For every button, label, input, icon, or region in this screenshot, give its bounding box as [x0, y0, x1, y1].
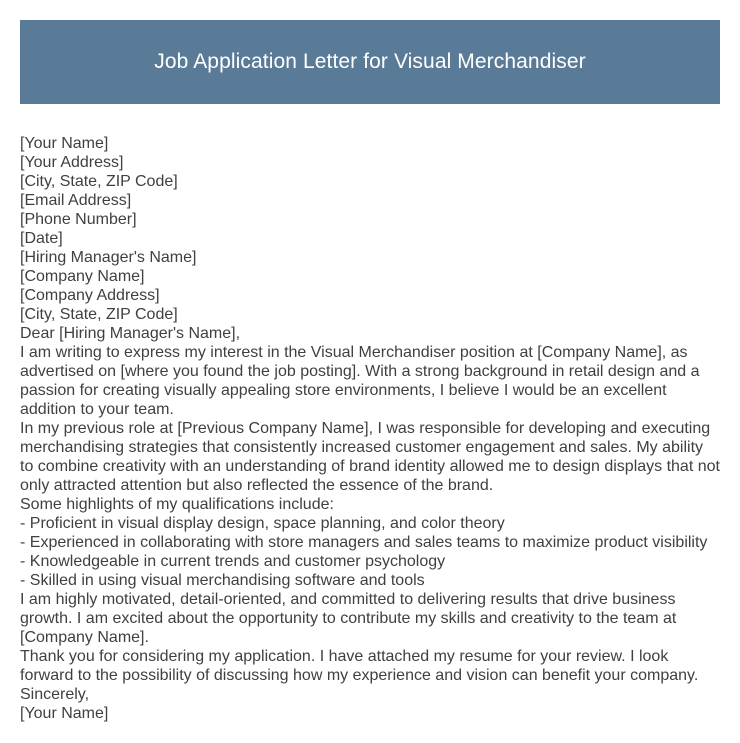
- sender-name: [Your Name]: [20, 135, 109, 152]
- page-title: Job Application Letter for Visual Merchandiser: [154, 50, 586, 73]
- paragraph-intro: I am writing to express my interest in the Visual Merchandiser position at [Company Name], as advertised on [where you found the job posting]. With a strong background in retail design and a passion for creating visually appealing store environments, I believe I would be an excellent addition to your team.: [20, 344, 700, 418]
- sender-email: [Email Address]: [20, 192, 132, 209]
- highlight-item: - Proficient in visual display design, space planning, and color theory: [20, 515, 505, 532]
- recipient-address: [Company Address]: [20, 287, 160, 304]
- closing: Sincerely,: [20, 686, 90, 703]
- highlight-item: - Skilled in using visual merchandising software and tools: [20, 572, 425, 589]
- sender-address: [Your Address]: [20, 154, 124, 171]
- highlight-item: - Experienced in collaborating with store managers and sales teams to maximize product visibility: [20, 534, 708, 551]
- paragraph-closing: Thank you for considering my application. I have attached my resume for your review. I look forward to the possibility of discussing how my experience and vision can benefit your company.: [20, 648, 699, 684]
- letter-date: [Date]: [20, 230, 63, 247]
- recipient-company: [Company Name]: [20, 268, 145, 285]
- sender-city-state-zip: [City, State, ZIP Code]: [20, 173, 178, 190]
- recipient-city-state-zip: [City, State, ZIP Code]: [20, 306, 178, 323]
- paragraph-experience: In my previous role at [Previous Company Name], I was responsible for developing and executing merchandising strategies that consistently increased customer engagement and sales. My ability to combine creativity with an understanding of brand identity allowed me to design displays that not only attracted attention but also reflected the essence of the brand.: [20, 420, 720, 494]
- paragraph-motivation: I am highly motivated, detail-oriented, and committed to delivering results that drive business growth. I am excited about the opportunity to contribute my skills and creativity to the team at [Company Name].: [20, 591, 677, 646]
- highlights-intro: Some highlights of my qualifications include:: [20, 496, 334, 513]
- header-banner: [20, 20, 720, 104]
- letter-body: [20, 134, 720, 723]
- recipient-manager: [Hiring Manager's Name]: [20, 249, 197, 266]
- highlight-item: - Knowledgeable in current trends and customer psychology: [20, 553, 446, 570]
- salutation: Dear [Hiring Manager's Name],: [20, 325, 241, 342]
- signature: [Your Name]: [20, 705, 109, 722]
- sender-phone: [Phone Number]: [20, 211, 137, 228]
